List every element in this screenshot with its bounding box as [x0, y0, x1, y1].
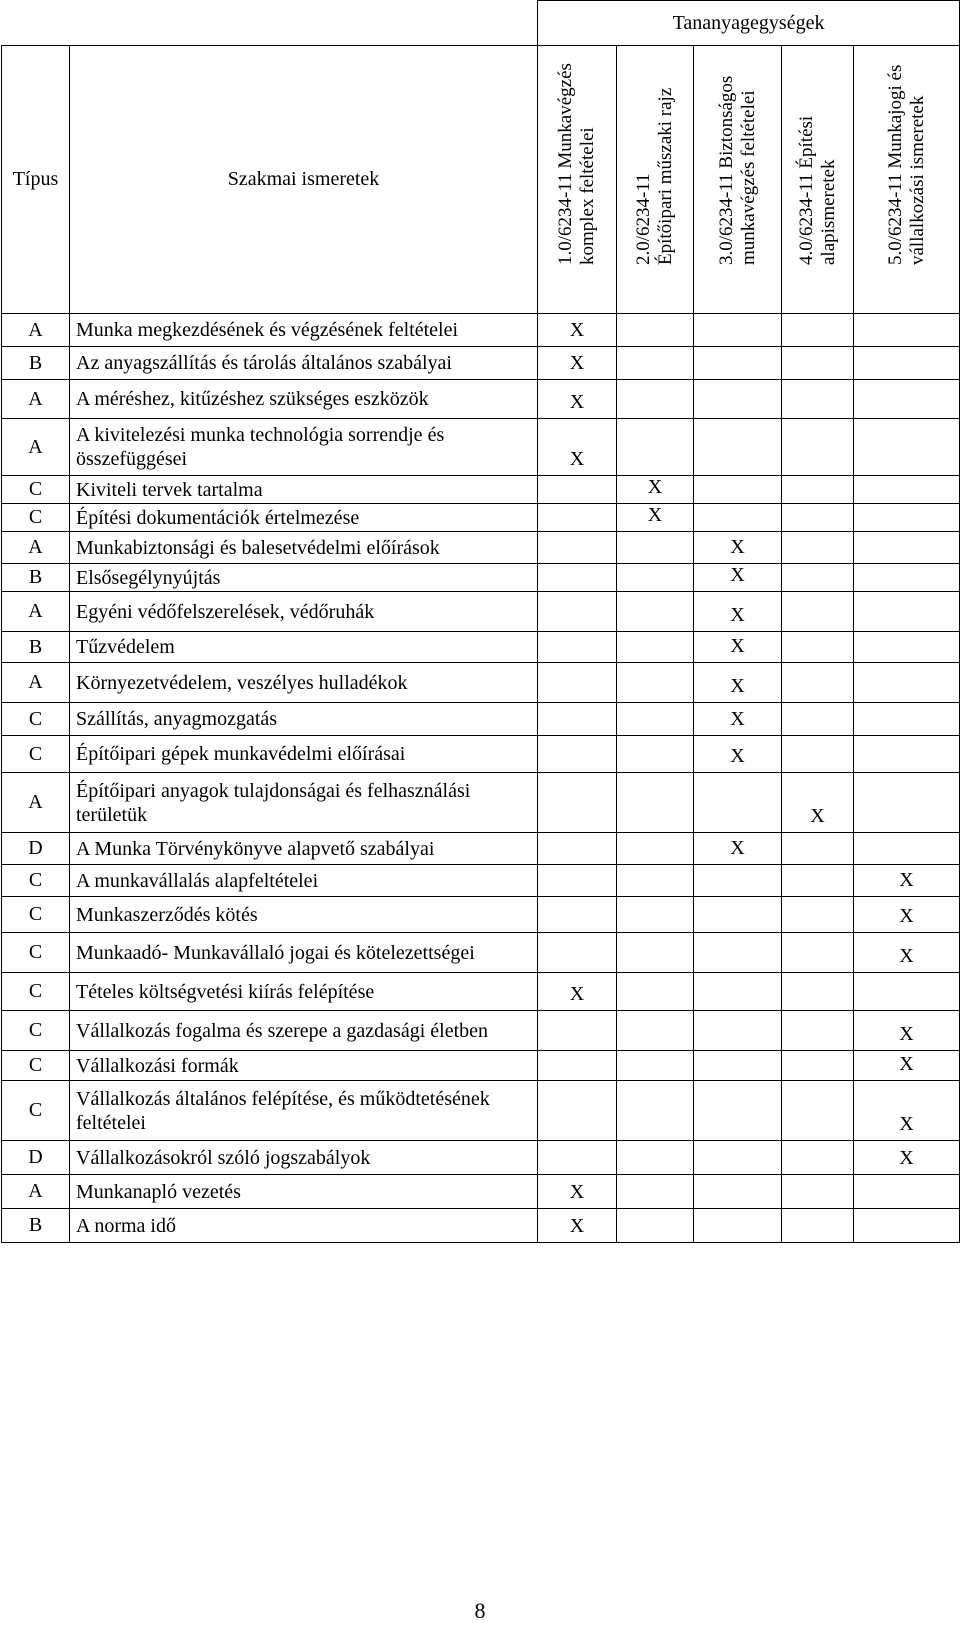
unit-1-cell: [538, 897, 617, 933]
unit-4-cell: [782, 564, 854, 592]
unit-5-mark: X: [854, 1011, 960, 1051]
table-row: [2, 933, 960, 973]
unit-1-line2: komplex feltételei: [577, 127, 598, 265]
unit-3-cell: [694, 1209, 782, 1243]
unit-3-cell: [694, 476, 782, 504]
unit-2-mark: X: [617, 504, 694, 532]
row-type: A: [2, 380, 70, 419]
unit-4-cell: [782, 632, 854, 663]
unit-5-mark: X: [854, 1051, 960, 1081]
row-type: B: [2, 564, 70, 592]
table-row: [2, 1051, 960, 1081]
unit-1-cell: [538, 1011, 617, 1051]
unit-1-cell: [538, 564, 617, 592]
row-type: A: [2, 592, 70, 632]
unit-1-cell: [538, 1141, 617, 1175]
row-type: A: [2, 773, 70, 833]
unit-1-cell: [538, 632, 617, 663]
unit-5-cell: [854, 773, 960, 833]
unit-4-cell: [782, 1081, 854, 1141]
table-row: [2, 592, 960, 632]
unit-3-mark: X: [694, 564, 782, 592]
unit-3-cell: [694, 380, 782, 419]
unit-1-cell: [538, 1051, 617, 1081]
unit-4-cell: [782, 504, 854, 532]
unit-4-line2: alapismeretek: [817, 159, 839, 265]
unit-2-cell: [617, 973, 694, 1011]
unit-3-cell: [694, 347, 782, 380]
unit-4-cell: [782, 865, 854, 897]
unit-3-line2: munkavégzés feltételei: [737, 90, 759, 265]
row-topic: Vállalkozás általános felépítése, és működtetésének feltételei: [70, 1081, 538, 1141]
row-topic: Tételes költségvetési kiírás felépítése: [70, 973, 538, 1011]
unit-4-line1: 4.0/6234-11 Építési: [795, 115, 817, 265]
table-row: [2, 347, 960, 380]
unit-5-mark: X: [854, 1081, 960, 1141]
row-type: B: [2, 632, 70, 663]
table-row: [2, 1209, 960, 1243]
unit-4-cell: [782, 1141, 854, 1175]
row-topic: Elsősegélynyújtás: [70, 564, 538, 592]
unit-2-cell: [617, 736, 694, 773]
row-topic: Az anyagszállítás és tárolás általános szabályai: [70, 347, 538, 380]
unit-2-line1: 2.0/6234-11: [633, 173, 654, 265]
table-row: [2, 1175, 960, 1209]
row-topic: A munkavállalás alapfeltételei: [70, 865, 538, 897]
unit-5-line1: 5.0/6234-11 Munkajogi és: [884, 64, 906, 265]
unit-3-cell: [694, 1051, 782, 1081]
unit-2-cell: [617, 703, 694, 736]
row-type: B: [2, 1209, 70, 1243]
row-topic: Tűzvédelem: [70, 632, 538, 663]
unit-3-mark: X: [694, 736, 782, 773]
unit-5-mark: X: [854, 865, 960, 897]
unit-2-cell: [617, 632, 694, 663]
unit-5-cell: [854, 663, 960, 703]
unit-2-cell: [617, 1175, 694, 1209]
unit-1-line1: 1.0/6234-11 Munkavégzés: [555, 63, 576, 265]
unit-header-1: [538, 46, 617, 314]
tananyag-header: Tananyagegységek: [538, 1, 960, 46]
row-type: C: [2, 703, 70, 736]
row-type: D: [2, 833, 70, 865]
row-type: C: [2, 933, 70, 973]
unit-2-cell: [617, 347, 694, 380]
table-row: [2, 532, 960, 564]
row-topic: Vállalkozásokról szóló jogszabályok: [70, 1141, 538, 1175]
unit-5-cell: [854, 632, 960, 663]
table-row: [2, 419, 960, 476]
table-row: [2, 564, 960, 592]
unit-3-cell: [694, 1141, 782, 1175]
unit-5-cell: [854, 476, 960, 504]
table-row: [2, 663, 960, 703]
unit-3-mark: X: [694, 703, 782, 736]
unit-3-cell: [694, 1081, 782, 1141]
row-topic: A norma idő: [70, 1209, 538, 1243]
row-type: C: [2, 897, 70, 933]
unit-1-cell: [538, 476, 617, 504]
table-body: [2, 314, 960, 1243]
row-topic: Egyéni védőfelszerelések, védőruhák: [70, 592, 538, 632]
row-type: A: [2, 663, 70, 703]
row-type: A: [2, 532, 70, 564]
unit-header-5: [854, 46, 960, 314]
unit-5-mark: X: [854, 1141, 960, 1175]
unit-5-mark: X: [854, 897, 960, 933]
unit-2-cell: [617, 1051, 694, 1081]
row-topic: Építési dokumentációk értelmezése: [70, 504, 538, 532]
row-topic: Építőipari anyagok tulajdonságai és felhasználási területük: [70, 773, 538, 833]
row-type: C: [2, 1011, 70, 1051]
unit-2-cell: [617, 663, 694, 703]
unit-4-cell: [782, 1175, 854, 1209]
unit-2-cell: [617, 773, 694, 833]
unit-3-cell: [694, 504, 782, 532]
unit-3-cell: [694, 897, 782, 933]
unit-4-cell: [782, 532, 854, 564]
unit-2-cell: [617, 1141, 694, 1175]
unit-2-cell: [617, 1209, 694, 1243]
unit-1-cell: [538, 933, 617, 973]
unit-header-4: [782, 46, 854, 314]
unit-4-cell: [782, 897, 854, 933]
corner-cell: [2, 1, 538, 46]
unit-1-mark: X: [538, 314, 617, 347]
unit-1-cell: [538, 865, 617, 897]
unit-2-cell: [617, 1011, 694, 1051]
table-row: [2, 314, 960, 347]
unit-5-cell: [854, 703, 960, 736]
unit-4-cell: [782, 314, 854, 347]
unit-5-cell: [854, 504, 960, 532]
unit-2-cell: [617, 897, 694, 933]
table-row: [2, 380, 960, 419]
unit-3-mark: X: [694, 632, 782, 663]
row-topic: Munkaadó- Munkavállaló jogai és kötelezettségei: [70, 933, 538, 973]
unit-4-cell: [782, 833, 854, 865]
row-topic: Munkanapló vezetés: [70, 1175, 538, 1209]
unit-5-cell: [854, 736, 960, 773]
unit-4-cell: [782, 1011, 854, 1051]
unit-1-mark: X: [538, 1175, 617, 1209]
row-type: C: [2, 973, 70, 1011]
unit-1-mark: X: [538, 419, 617, 476]
unit-2-line2: Építőipari műszaki rajz: [655, 87, 676, 265]
row-type: A: [2, 1175, 70, 1209]
unit-2-cell: [617, 933, 694, 973]
unit-2-cell: [617, 419, 694, 476]
unit-2-mark: X: [617, 476, 694, 504]
unit-5-cell: [854, 1175, 960, 1209]
row-type: A: [2, 419, 70, 476]
curriculum-table: [1, 0, 960, 1243]
table-row: [2, 1081, 960, 1141]
unit-1-cell: [538, 773, 617, 833]
row-type: A: [2, 314, 70, 347]
unit-5-cell: [854, 347, 960, 380]
row-topic: A méréshez, kitűzéshez szükséges eszközök: [70, 380, 538, 419]
unit-3-mark: X: [694, 532, 782, 564]
unit-4-cell: [782, 476, 854, 504]
unit-5-cell: [854, 1209, 960, 1243]
unit-3-mark: X: [694, 663, 782, 703]
unit-4-cell: [782, 419, 854, 476]
unit-1-cell: [538, 504, 617, 532]
unit-4-cell: [782, 1209, 854, 1243]
table-row: [2, 476, 960, 504]
unit-4-mark: X: [782, 773, 854, 833]
unit-4-cell: [782, 347, 854, 380]
table-row: [2, 973, 960, 1011]
unit-5-cell: [854, 380, 960, 419]
unit-3-cell: [694, 973, 782, 1011]
table-row: [2, 1141, 960, 1175]
unit-5-cell: [854, 314, 960, 347]
row-topic: A kivitelezési munka technológia sorrendje és összefüggései: [70, 419, 538, 476]
unit-4-cell: [782, 1051, 854, 1081]
row-topic: A Munka Törvénykönyve alapvető szabályai: [70, 833, 538, 865]
unit-5-cell: [854, 973, 960, 1011]
unit-2-cell: [617, 532, 694, 564]
unit-5-line2: vállalkozási ismeretek: [906, 95, 928, 265]
unit-header-2: [617, 46, 694, 314]
table-row: [2, 703, 960, 736]
table-row: [2, 865, 960, 897]
unit-1-cell: [538, 736, 617, 773]
unit-5-cell: [854, 564, 960, 592]
row-type: C: [2, 476, 70, 504]
unit-5-cell: [854, 419, 960, 476]
table-row: [2, 773, 960, 833]
table-row: [2, 504, 960, 532]
row-type: B: [2, 347, 70, 380]
row-topic: Kiviteli tervek tartalma: [70, 476, 538, 504]
unit-1-cell: [538, 592, 617, 632]
unit-3-line1: 3.0/6234-11 Biztonságos: [715, 75, 737, 265]
row-type: C: [2, 1081, 70, 1141]
unit-3-cell: [694, 865, 782, 897]
unit-2-cell: [617, 314, 694, 347]
unit-2-cell: [617, 380, 694, 419]
unit-5-cell: [854, 833, 960, 865]
row-topic: Környezetvédelem, veszélyes hulladékok: [70, 663, 538, 703]
row-type: C: [2, 736, 70, 773]
unit-1-cell: [538, 703, 617, 736]
unit-1-cell: [538, 532, 617, 564]
tipus-header: Típus: [2, 46, 70, 314]
row-topic: Építőipari gépek munkavédelmi előírásai: [70, 736, 538, 773]
unit-3-cell: [694, 933, 782, 973]
unit-1-mark: X: [538, 347, 617, 380]
row-topic: Munkabiztonsági és balesetvédelmi előírások: [70, 532, 538, 564]
unit-1-mark: X: [538, 973, 617, 1011]
unit-5-cell: [854, 592, 960, 632]
unit-2-cell: [617, 592, 694, 632]
unit-2-cell: [617, 1081, 694, 1141]
row-topic: Vállalkozási formák: [70, 1051, 538, 1081]
unit-4-cell: [782, 736, 854, 773]
unit-4-cell: [782, 380, 854, 419]
unit-3-cell: [694, 773, 782, 833]
unit-3-mark: X: [694, 592, 782, 632]
row-topic: Munkaszerződés kötés: [70, 897, 538, 933]
unit-1-mark: X: [538, 1209, 617, 1243]
row-topic: Vállalkozás fogalma és szerepe a gazdasági életben: [70, 1011, 538, 1051]
unit-1-cell: [538, 1081, 617, 1141]
row-type: C: [2, 504, 70, 532]
unit-4-cell: [782, 592, 854, 632]
unit-1-cell: [538, 663, 617, 703]
table-row: [2, 897, 960, 933]
unit-2-cell: [617, 564, 694, 592]
row-type: C: [2, 1051, 70, 1081]
unit-1-cell: [538, 833, 617, 865]
table-row: [2, 1011, 960, 1051]
unit-5-cell: [854, 532, 960, 564]
unit-2-cell: [617, 833, 694, 865]
unit-3-mark: X: [694, 833, 782, 865]
unit-header-3: [694, 46, 782, 314]
unit-4-cell: [782, 703, 854, 736]
unit-4-cell: [782, 973, 854, 1011]
unit-3-cell: [694, 1011, 782, 1051]
row-type: D: [2, 1141, 70, 1175]
page-number: 8: [474, 1598, 486, 1623]
unit-4-cell: [782, 933, 854, 973]
row-type: C: [2, 865, 70, 897]
unit-2-cell: [617, 865, 694, 897]
unit-3-cell: [694, 314, 782, 347]
row-topic: Munka megkezdésének és végzésének feltételei: [70, 314, 538, 347]
unit-3-cell: [694, 1175, 782, 1209]
table-row: [2, 736, 960, 773]
szakmai-header: Szakmai ismeretek: [70, 46, 538, 314]
unit-1-mark: X: [538, 380, 617, 419]
row-topic: Szállítás, anyagmozgatás: [70, 703, 538, 736]
table-row: [2, 833, 960, 865]
unit-4-cell: [782, 663, 854, 703]
unit-3-cell: [694, 419, 782, 476]
table-row: [2, 632, 960, 663]
unit-5-mark: X: [854, 933, 960, 973]
